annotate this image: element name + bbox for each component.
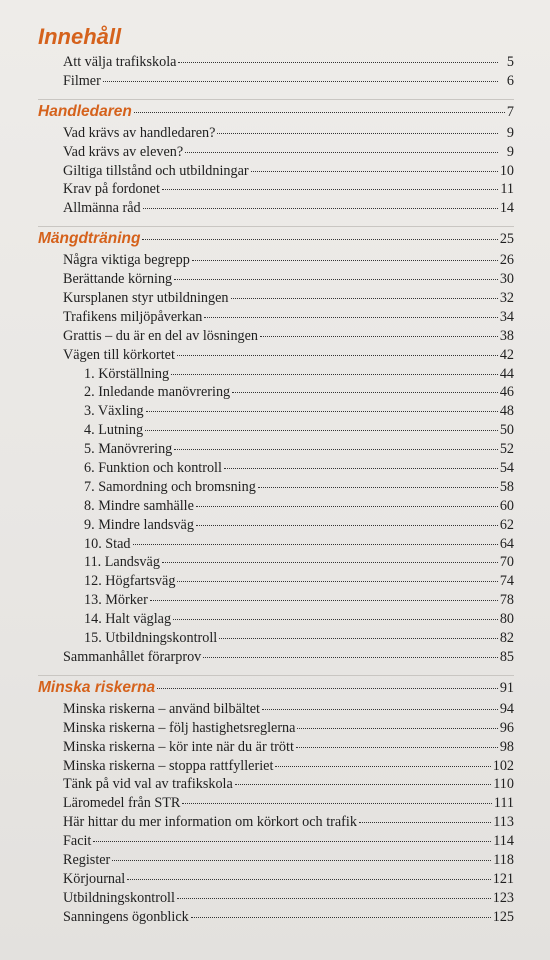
toc-subentry[interactable]: 2. Inledande manövrering 46 bbox=[84, 384, 514, 401]
toc-entry[interactable]: Kursplanen styr utbildningen 32 bbox=[63, 290, 514, 307]
toc-subentry[interactable]: 4. Lutning 50 bbox=[84, 422, 514, 439]
dot-leader bbox=[157, 687, 498, 689]
dot-leader bbox=[203, 656, 498, 658]
dot-leader bbox=[178, 61, 498, 63]
dot-leader bbox=[196, 505, 498, 507]
section-entries-handledaren bbox=[0, 125, 550, 219]
toc-subentry[interactable]: 6. Funktion och kontroll 54 bbox=[84, 460, 514, 477]
dot-leader bbox=[103, 80, 498, 82]
toc-entry[interactable]: Här hittar du mer information om körkort och trafik 113 bbox=[63, 814, 514, 831]
dot-leader bbox=[173, 618, 498, 620]
dot-leader bbox=[142, 238, 497, 240]
section-heading-mangdtraning[interactable]: Mängdträning 25 bbox=[38, 230, 514, 248]
section-entries-mangdtraning bbox=[0, 252, 550, 668]
toc-entry[interactable]: Sanningens ögonblick 125 bbox=[63, 908, 514, 925]
dot-leader bbox=[177, 580, 497, 582]
dot-leader bbox=[174, 278, 498, 280]
dot-leader bbox=[150, 599, 498, 601]
toc-subentry[interactable]: 8. Mindre samhälle 60 bbox=[84, 497, 514, 514]
dot-leader bbox=[145, 429, 498, 431]
toc-entry[interactable]: Facit 114 bbox=[63, 833, 514, 850]
dot-leader bbox=[191, 916, 491, 918]
toc-subentry[interactable]: 9. Mindre landsväg 62 bbox=[84, 516, 514, 533]
toc-subentry[interactable]: 12. Högfartsväg 74 bbox=[84, 573, 514, 590]
dot-leader bbox=[162, 561, 498, 563]
dot-leader bbox=[359, 821, 491, 823]
dot-leader bbox=[134, 111, 505, 113]
dot-leader bbox=[143, 207, 498, 209]
section-heading-minska-riskerna[interactable]: Minska riskerna 91 bbox=[38, 678, 514, 696]
dot-leader bbox=[260, 335, 498, 337]
section-divider bbox=[38, 99, 514, 100]
dot-leader bbox=[177, 897, 491, 899]
toc-subentry[interactable]: 11. Landsväg 70 bbox=[84, 554, 514, 571]
dot-leader bbox=[296, 746, 498, 748]
toc-entry[interactable]: Allmänna råd 14 bbox=[63, 200, 514, 217]
toc-entry[interactable]: Berättande körning 30 bbox=[63, 271, 514, 288]
toc-entry[interactable]: Tänk på vid val av trafikskola 110 bbox=[63, 776, 514, 793]
dot-leader bbox=[258, 486, 498, 488]
toc-subentry[interactable]: 3. Växling 48 bbox=[84, 403, 514, 420]
toc-entry[interactable]: Vad krävs av handledaren? 9 bbox=[63, 124, 514, 141]
toc-entry[interactable]: Några viktiga begrepp 26 bbox=[63, 252, 514, 269]
dot-leader bbox=[262, 708, 498, 710]
dot-leader bbox=[232, 391, 498, 393]
toc-subentry[interactable]: 5. Manövrering 52 bbox=[84, 441, 514, 458]
toc-entry[interactable]: Körjournal 121 bbox=[63, 870, 514, 887]
dot-leader bbox=[174, 448, 498, 450]
toc-entry[interactable]: Att välja trafikskola 5 bbox=[63, 54, 514, 70]
dot-leader bbox=[112, 859, 491, 861]
dot-leader bbox=[275, 765, 490, 767]
section-heading-handledaren[interactable]: Handledaren 7 bbox=[38, 102, 514, 120]
toc-subentry[interactable]: 7. Samordning och bromsning 58 bbox=[84, 478, 514, 495]
toc-entry[interactable]: Filmer 6 bbox=[63, 72, 514, 89]
dot-leader bbox=[177, 354, 498, 356]
toc-entry[interactable]: Minska riskerna – använd bilbältet 94 bbox=[63, 700, 514, 717]
toc-entry[interactable]: Läromedel från STR 111 bbox=[63, 795, 514, 812]
toc-entry[interactable]: Utbildningskontroll 123 bbox=[63, 889, 514, 906]
dot-leader bbox=[182, 802, 491, 804]
dot-leader bbox=[251, 170, 498, 172]
toc-entry[interactable]: Giltiga tillstånd och utbildningar 10 bbox=[63, 162, 514, 179]
dot-leader bbox=[297, 727, 497, 729]
dot-leader bbox=[224, 467, 498, 469]
dot-leader bbox=[127, 878, 490, 880]
dot-leader bbox=[217, 132, 498, 134]
toc-subentry[interactable]: 1. Körställning 44 bbox=[84, 365, 514, 382]
toc-entry[interactable]: Sammanhållet förarprov 85 bbox=[63, 648, 514, 665]
toc-subentry[interactable]: 10. Stad 64 bbox=[84, 535, 514, 552]
toc-subentry[interactable]: 15. Utbildningskontroll 82 bbox=[84, 630, 514, 647]
section-divider bbox=[38, 226, 514, 227]
dot-leader bbox=[192, 259, 498, 261]
toc-entry[interactable]: Vad krävs av eleven? 9 bbox=[63, 143, 514, 160]
section-entries-minska-riskerna bbox=[0, 701, 550, 928]
dot-leader bbox=[171, 373, 498, 375]
dot-leader bbox=[185, 151, 498, 153]
dot-leader bbox=[235, 783, 491, 785]
dot-leader bbox=[231, 297, 498, 299]
toc-entry[interactable]: Trafikens miljöpåverkan 34 bbox=[63, 308, 514, 325]
toc-subentry[interactable]: 14. Halt väglag 80 bbox=[84, 611, 514, 628]
toc-entry[interactable]: Krav på fordonet 11 bbox=[63, 181, 514, 198]
dot-leader bbox=[219, 637, 498, 639]
toc-entry[interactable]: Grattis – du är en del av lösningen 38 bbox=[63, 327, 514, 344]
toc-subentry[interactable]: 13. Mörker 78 bbox=[84, 592, 514, 609]
intro-entries bbox=[0, 54, 550, 92]
dot-leader bbox=[196, 524, 498, 526]
toc-entry[interactable]: Minska riskerna – stoppa rattfylleriet 102 bbox=[63, 757, 514, 774]
toc-entry[interactable]: Register 118 bbox=[63, 851, 514, 868]
dot-leader bbox=[162, 188, 498, 190]
dot-leader bbox=[133, 543, 498, 545]
toc-entry[interactable]: Vägen till körkortet 42 bbox=[63, 346, 514, 363]
dot-leader bbox=[93, 840, 491, 842]
dot-leader bbox=[146, 410, 498, 412]
toc-title: Innehåll bbox=[38, 24, 122, 49]
table-of-contents bbox=[0, 24, 550, 928]
section-divider bbox=[38, 675, 514, 676]
toc-entry[interactable]: Minska riskerna – följ hastighetsreglerna 96 bbox=[63, 719, 514, 736]
dot-leader bbox=[204, 316, 497, 318]
toc-entry[interactable]: Minska riskerna – kör inte när du är trött 98 bbox=[63, 738, 514, 755]
